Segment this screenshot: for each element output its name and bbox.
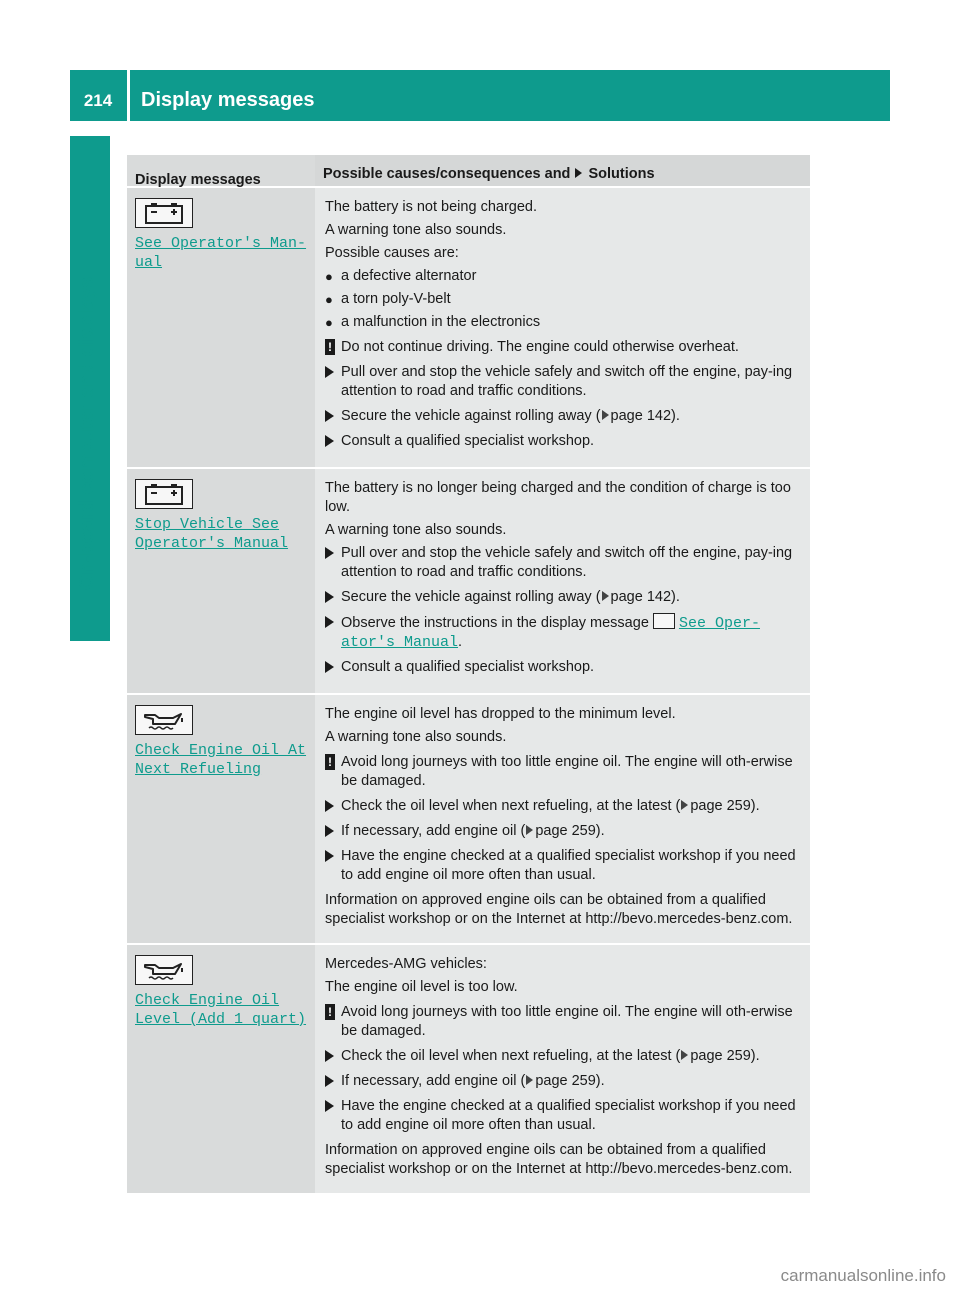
arrow-icon [325, 1100, 334, 1112]
warning-icon: ! [325, 1004, 335, 1020]
paragraph [325, 955, 802, 974]
page-reference[interactable]: page 259). [690, 1048, 760, 1064]
battery-icon [135, 479, 193, 509]
header-bar [70, 70, 890, 121]
display-message-text: See Operator's Man‐ ual [135, 235, 307, 271]
action-step [325, 847, 802, 885]
block-text: A warning tone also sounds. [325, 522, 507, 538]
block-text: The engine oil level has dropped to the minimum level. [325, 706, 676, 722]
display-message-text: Check Engine Oil At Next Refueling [135, 742, 307, 778]
bullet-item [325, 313, 802, 332]
bullet-icon: ● [325, 315, 333, 330]
paragraph [325, 221, 802, 240]
battery-icon [653, 613, 675, 629]
message-cell [127, 945, 315, 1193]
arrow-icon [325, 435, 334, 447]
action-step [325, 658, 802, 677]
page-reference[interactable]: page 259). [690, 798, 760, 814]
page-ref-icon [526, 1075, 533, 1085]
block-text: If necessary, add engine oil ( [341, 1073, 526, 1089]
message-cell [127, 188, 315, 467]
block-text: Check the oil level when next refueling, at the latest ( [341, 1048, 681, 1064]
action-step [325, 1072, 802, 1091]
table-row [127, 467, 810, 693]
battery-icon [135, 198, 193, 228]
warning-note [325, 1003, 802, 1041]
warning-icon: ! [325, 339, 335, 355]
side-title [76, 276, 104, 618]
warning-icon: ! [325, 754, 335, 770]
table-row [127, 943, 810, 1193]
page-ref-icon [602, 591, 609, 601]
display-message-ref: See Oper‐ator's Manual [341, 615, 760, 651]
table-row [127, 186, 810, 467]
paragraph [325, 244, 802, 263]
arrow-icon [325, 1075, 334, 1087]
block-text: Pull over and stop the vehicle safely and switch off the engine, pay-ing attention to road and traffic conditions. [341, 364, 793, 399]
ref-tail: . [458, 634, 463, 650]
action-step [325, 797, 802, 816]
block-text: Secure the vehicle against rolling away ( [341, 408, 601, 424]
display-message-text: Check Engine Oil Level (Add 1 quart) [135, 992, 307, 1028]
bullet-icon: ● [325, 269, 333, 284]
block-text: Mercedes-AMG vehicles: [325, 956, 487, 972]
action-step [325, 588, 802, 607]
block-text: Information on approved engine oils can be obtained from a qualified specialist workshop or on the Internet at http://bevo.mercedes-benz.com. [325, 1142, 793, 1177]
message-cell [127, 469, 315, 693]
bullet-item [325, 267, 802, 286]
table-header [127, 155, 810, 186]
solutions-cell [315, 188, 810, 467]
action-step [325, 432, 802, 451]
block-text: The battery is no longer being charged and the condition of charge is too low. [325, 480, 791, 515]
col-header-solutions [315, 155, 810, 186]
block-text: A warning tone also sounds. [325, 222, 507, 238]
action-step [325, 407, 802, 426]
arrow-icon [325, 616, 334, 628]
page-number: 214 [83, 90, 113, 110]
block-text: Have the engine checked at a qualified specialist workshop if you need to add engine oil more often than usual. [341, 848, 796, 883]
warning-note [325, 753, 802, 791]
arrow-icon [325, 1050, 334, 1062]
col-header-solutions-suffix: Solutions [588, 166, 655, 182]
block-text: Observe the instructions in the display message [341, 615, 649, 631]
message-cell [127, 695, 315, 943]
oil-can-icon [135, 955, 193, 985]
action-step [325, 613, 802, 652]
table-body [127, 186, 810, 1193]
arrow-icon [325, 547, 334, 559]
block-text: Avoid long journeys with too little engine oil. The engine will oth-erwise be damaged. [341, 754, 793, 789]
arrow-icon [325, 825, 334, 837]
block-text: A warning tone also sounds. [325, 729, 507, 745]
paragraph [325, 728, 802, 747]
arrow-icon [325, 661, 334, 673]
paragraph [325, 521, 802, 540]
paragraph [325, 978, 802, 997]
paragraph [325, 198, 802, 217]
arrow-icon [325, 591, 334, 603]
side-title-text: On-board computer and displays [76, 276, 98, 590]
paragraph [325, 891, 802, 929]
oil-can-icon [135, 705, 193, 735]
block-text: Consult a qualified specialist workshop. [341, 659, 595, 675]
page-reference[interactable]: page 259). [535, 1073, 605, 1089]
action-step [325, 544, 802, 582]
table-row [127, 693, 810, 943]
block-text: Avoid long journeys with too little engine oil. The engine will oth-erwise be damaged. [341, 1004, 793, 1039]
block-text: a malfunction in the electronics [341, 314, 541, 330]
page-reference[interactable]: page 142). [610, 408, 680, 424]
block-text: Possible causes are: [325, 245, 459, 261]
arrow-icon [325, 366, 334, 378]
page-ref-icon [602, 410, 609, 420]
paragraph [325, 479, 802, 517]
paragraph [325, 705, 802, 724]
bullet-item [325, 290, 802, 309]
block-text: Secure the vehicle against rolling away ( [341, 589, 601, 605]
paragraph [325, 1141, 802, 1179]
block-text: If necessary, add engine oil ( [341, 823, 526, 839]
solutions-cell [315, 945, 810, 1193]
arrow-icon [325, 410, 334, 422]
block-text: Do not continue driving. The engine could otherwise overheat. [341, 339, 739, 355]
block-text: Information on approved engine oils can be obtained from a qualified specialist workshop or on the Internet at http://bevo.mercedes-benz.com. [325, 892, 793, 927]
solutions-cell [315, 695, 810, 943]
block-text: Consult a qualified specialist workshop. [341, 433, 595, 449]
action-step [325, 822, 802, 841]
page-ref-icon [526, 825, 533, 835]
action-step [325, 1047, 802, 1066]
warning-note [325, 338, 802, 357]
arrow-icon [575, 168, 582, 178]
watermark: carmanualsonline.info [780, 1266, 946, 1285]
page-reference[interactable]: page 259). [535, 823, 605, 839]
arrow-icon [325, 850, 334, 862]
col-header-solutions-text: Possible causes/consequences and [323, 166, 571, 182]
display-messages-table [127, 155, 810, 1193]
page-title: Display messages [141, 89, 315, 111]
action-step [325, 363, 802, 401]
page-reference[interactable]: page 142). [610, 589, 680, 605]
display-message-text: Stop Vehicle See Operator's Manual [135, 516, 289, 552]
col-header-messages: Display messages [127, 155, 315, 186]
block-text: Have the engine checked at a qualified specialist workshop if you need to add engine oil more often than usual. [341, 1098, 796, 1133]
block-text: The engine oil level is too low. [325, 979, 518, 995]
page-ref-icon [681, 1050, 688, 1060]
bullet-icon: ● [325, 292, 333, 307]
arrow-icon [325, 800, 334, 812]
solutions-cell [315, 469, 810, 693]
block-text: a defective alternator [341, 268, 477, 284]
page-ref-icon [681, 800, 688, 810]
header-divider [127, 70, 130, 121]
block-text: Check the oil level when next refueling, at the latest ( [341, 798, 681, 814]
block-text: a torn poly-V-belt [341, 291, 451, 307]
action-step [325, 1097, 802, 1135]
block-text: Pull over and stop the vehicle safely and switch off the engine, pay-ing attention to road and traffic conditions. [341, 545, 793, 580]
block-text: The battery is not being charged. [325, 199, 537, 215]
